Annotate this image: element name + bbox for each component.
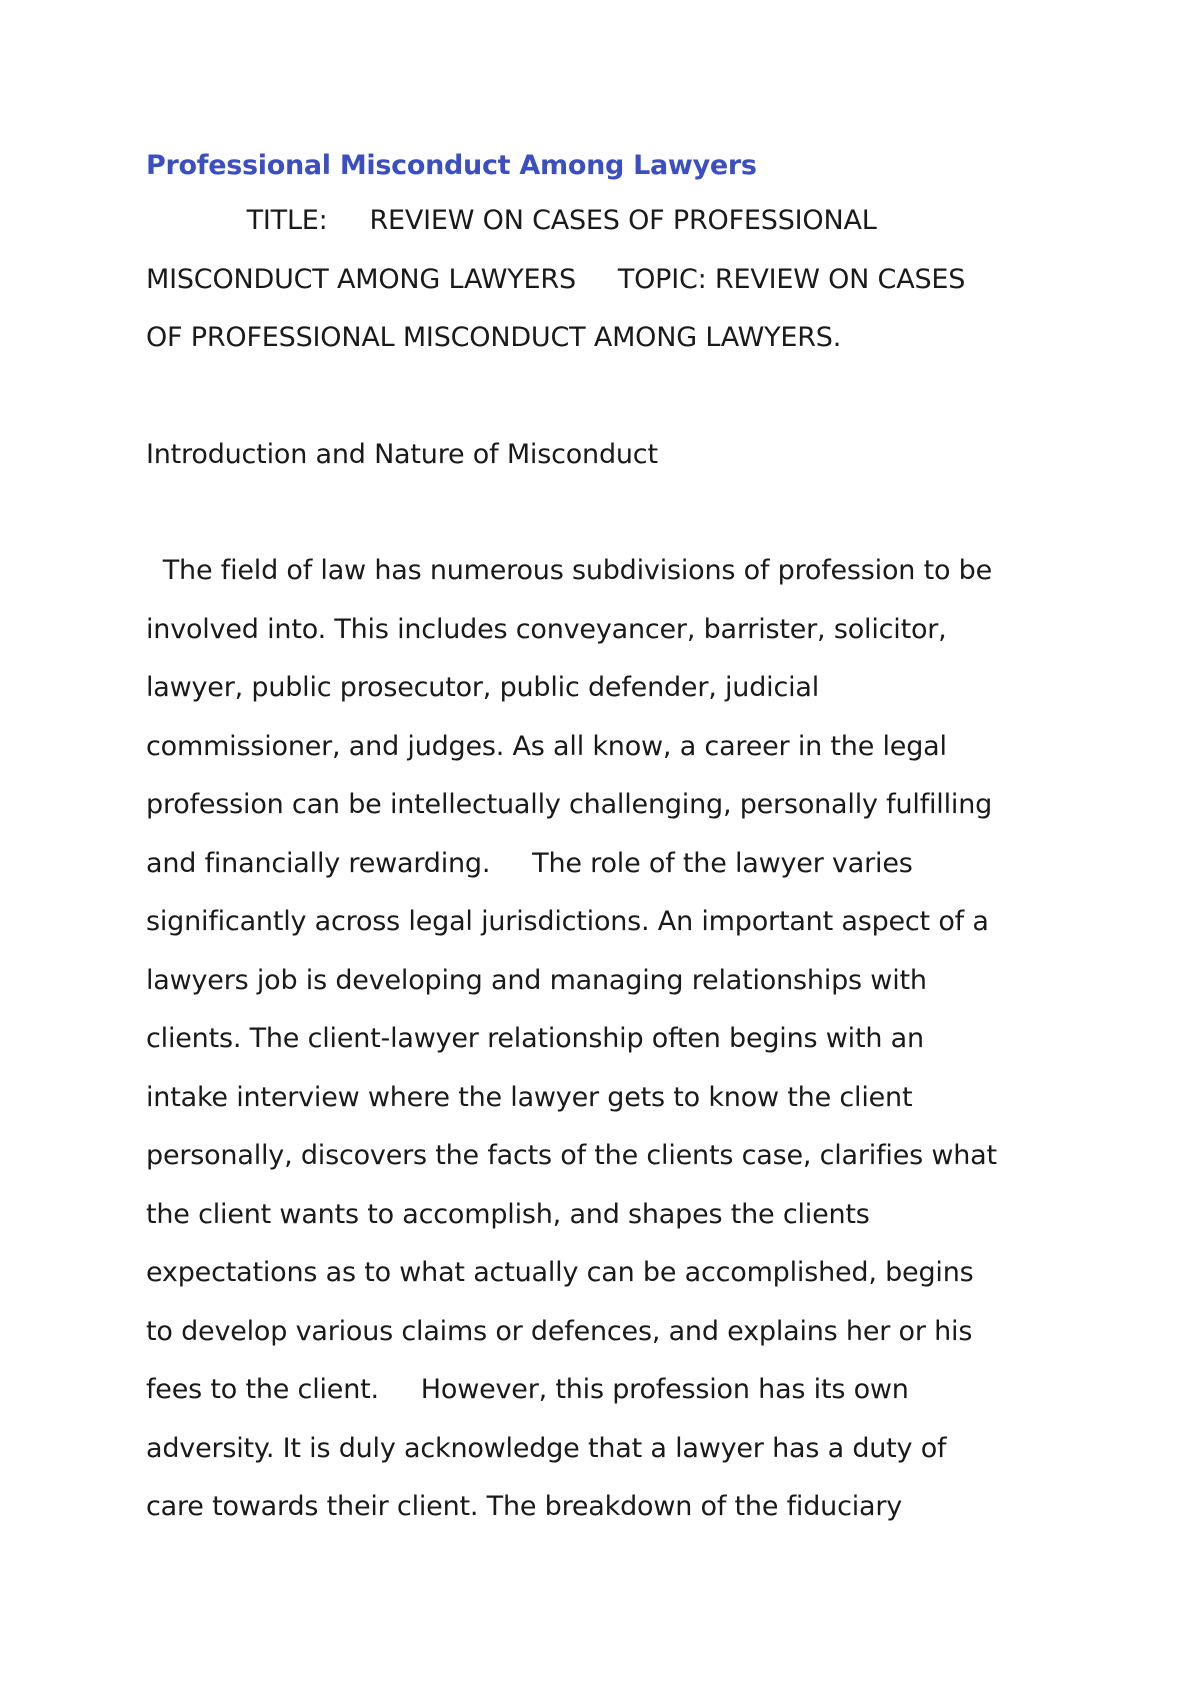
body-line: lawyers job is developing and managing relationships with [146, 964, 927, 996]
title-topic-block [146, 192, 1066, 368]
section-heading: Introduction and Nature of Misconduct [146, 438, 658, 470]
header-line: TITLE: REVIEW ON CASES OF PROFESSIONAL [146, 205, 877, 236]
body-line: expectations as to what actually can be accomplished, begins [146, 1257, 974, 1288]
body-paragraph [146, 542, 1066, 1537]
body-line: adversity. It is duly acknowledge that a lawyer has a duty of [146, 1432, 947, 1464]
header-line: MISCONDUCT AMONG LAWYERS TOPIC: REVIEW ON CASES [146, 263, 966, 295]
body-line: fees to the client. However, this profession has its own [146, 1374, 909, 1405]
body-line: lawyer, public prosecutor, public defender, judicial [146, 672, 820, 703]
body-line: to develop various claims or defences, and explains her or his [146, 1315, 973, 1347]
header-line: OF PROFESSIONAL MISCONDUCT AMONG LAWYERS. [146, 322, 842, 353]
body-line: care towards their client. The breakdown of the fiduciary [146, 1491, 903, 1522]
body-line: and financially rewarding. The role of the lawyer varies [146, 847, 913, 879]
document-title: Professional Misconduct Among Lawyers [146, 150, 757, 181]
body-line: the client wants to accomplish, and shapes the clients [146, 1198, 870, 1230]
body-line: The field of law has numerous subdivisions of profession to be [146, 555, 993, 586]
document-content [146, 146, 1066, 1537]
body-line: commissioner, and judges. As all know, a career in the legal [146, 730, 947, 762]
body-line: personally, discovers the facts of the clients case, clarifies what [146, 1140, 997, 1171]
body-line: profession can be intellectually challenging, personally fulfilling [146, 789, 993, 820]
body-line: intake interview where the lawyer gets to know the client [146, 1081, 913, 1113]
body-line: clients. The client-lawyer relationship often begins with an [146, 1023, 924, 1054]
body-line: significantly across legal jurisdictions. An important aspect of a [146, 906, 989, 937]
body-line: involved into. This includes conveyancer, barrister, solicitor, [146, 613, 947, 645]
